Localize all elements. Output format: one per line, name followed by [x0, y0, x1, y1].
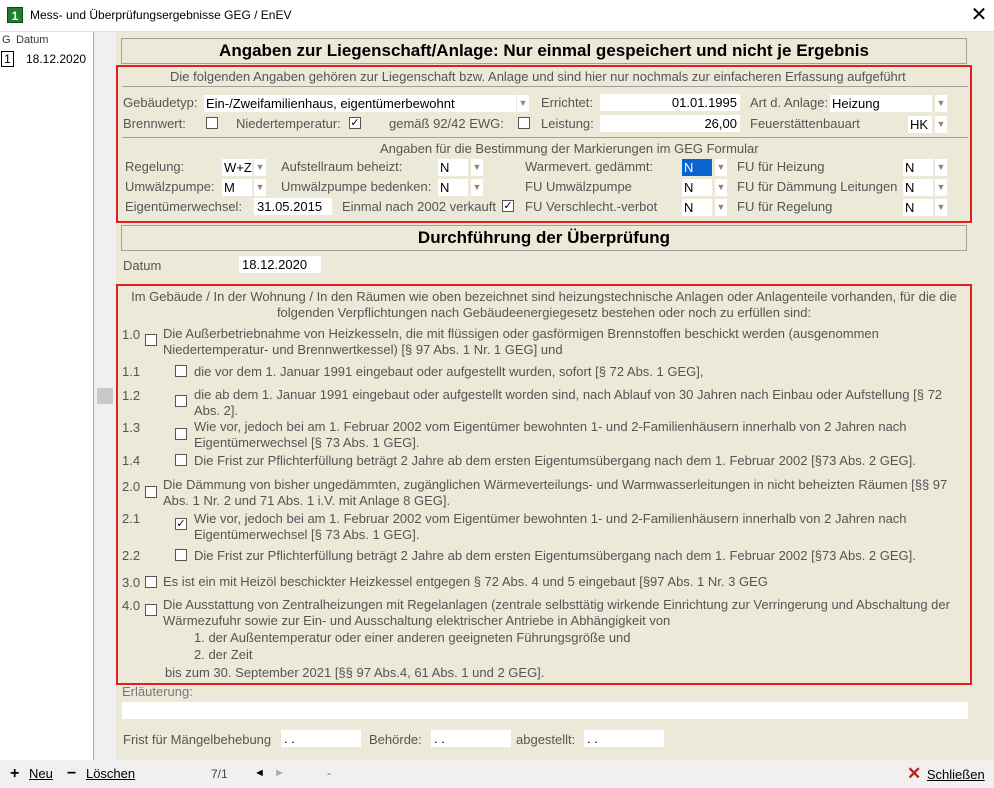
item-number: 1.0 — [122, 327, 141, 342]
record-separator: - — [327, 766, 331, 780]
frist-label: Frist für Mängelbehebung — [123, 732, 272, 747]
col-datum-header: Datum — [16, 34, 49, 46]
item-4-0-checkbox[interactable] — [145, 604, 157, 616]
chevron-down-icon[interactable]: ▼ — [254, 179, 266, 196]
item-text: Wärmezufuhr sowie zur Ein- und Ausschaltung elektrischer Antriebe in Abhängigkeit von — [163, 613, 671, 628]
section-durchfuehrung-title: Durchführung der Überprüfung — [121, 225, 967, 251]
fu-daemmung-select[interactable]: N — [903, 179, 933, 196]
datum-field[interactable]: 18.12.2020 — [239, 256, 321, 273]
aufstellraum-label: Aufstellraum beheizt: — [281, 159, 403, 174]
scrollbar-thumb[interactable] — [97, 388, 113, 404]
fu-verschlecht-select[interactable]: N — [682, 199, 712, 216]
minus-icon: − — [67, 765, 77, 782]
plus-icon: + — [10, 765, 20, 782]
item-text: Eigentümerwechsel [§ 73 Abs. 1 GEG]. — [194, 435, 420, 450]
bottom-toolbar — [0, 760, 994, 788]
chevron-down-icon[interactable]: ▼ — [935, 116, 947, 133]
item-1-1-checkbox[interactable] — [175, 365, 187, 377]
leistung-label: Leistung: — [541, 116, 594, 131]
warmevert-select[interactable]: N — [682, 159, 712, 176]
chevron-down-icon[interactable]: ▼ — [715, 199, 727, 216]
record-row-g: 1 — [1, 51, 14, 67]
gebaeudetyp-select[interactable]: Ein-/Zweifamilienhaus, eigentümerbewohnt — [204, 95, 516, 112]
umwaelzpumpe-bedenken-label: Umwälzpumpe bedenken: — [281, 179, 432, 194]
pager-count: 7/1 — [211, 767, 228, 781]
item-text: Abs. 1 Nr. 2 und 71 Abs. 1 i.V. mit Anlage 8 GEG]. — [163, 493, 451, 508]
delete-button[interactable] — [67, 765, 135, 783]
ewg-label: gemäß 92/42 EWG: — [389, 116, 504, 131]
item-1-4-checkbox[interactable] — [175, 454, 187, 466]
item-2-2-checkbox[interactable] — [175, 549, 187, 561]
fu-umwaelzpumpe-select[interactable]: N — [682, 179, 712, 196]
item-text: Wie vor, jedoch bei am 1. Februar 2002 vom Eigentümer bewohnten 1- und 2-Familienhäusern innerhalb von 2 Jahren nach — [194, 511, 907, 526]
fu-regelung-select[interactable]: N — [903, 199, 933, 216]
umwaelzpumpe-label: Umwälzpumpe: — [125, 179, 215, 194]
erlaeuterung-label: Erläuterung: — [122, 684, 193, 699]
item-text: die vor dem 1. Januar 1991 eingebaut oder aufgestellt wurden, sofort [§ 72 Abs. 1 GEG], — [194, 364, 704, 379]
verpflichtungen-intro: Im Gebäude / In der Wohnung / In den Räumen wie oben bezeichnet sind heizungstechnische Anlagen oder Anlagenteile vorhanden, für die die folgenden Verpflichtungen nach Gebäudeenergiegesetz bestehen oder noch zu erfüllen sind: — [131, 289, 957, 320]
warmevert-label: Warmevert. gedämmt: — [525, 159, 654, 174]
close-button-label: Schließen — [926, 767, 985, 782]
niedertemperatur-label: Niedertemperatur: — [236, 116, 341, 131]
record-list — [0, 32, 94, 760]
chevron-down-icon[interactable]: ▼ — [935, 95, 947, 112]
umwaelzpumpe-bedenken-select[interactable]: N — [438, 179, 468, 196]
item-text: Die Frist zur Pflichterfüllung beträgt 2 Jahre ab dem ersten Eigentumsübergang nach dem 1. Februar 2002 [§73 Abs. 2 GEG]. — [194, 453, 916, 468]
niedertemperatur-checkbox[interactable]: ✓ — [350, 117, 360, 129]
section-liegenschaft-title: Angaben zur Liegenschaft/Anlage: Nur einmal gespeichert und nicht je Ergebnis — [121, 38, 967, 64]
close-icon: ✕ — [907, 764, 922, 783]
item-number: 2.0 — [122, 479, 141, 494]
abgestellt-field[interactable]: . . — [584, 730, 664, 747]
fu-umwaelzpumpe-label: FU Umwälzpumpe — [525, 179, 632, 194]
fu-heizung-label: FU für Heizung — [737, 159, 825, 174]
chevron-down-icon[interactable]: ▼ — [254, 159, 266, 176]
item-2-1-checkbox[interactable]: ✓ — [176, 518, 186, 530]
item-number: 1.1 — [122, 364, 141, 379]
item-3-0-checkbox[interactable] — [145, 576, 157, 588]
divider — [122, 86, 968, 87]
verkauft-label: Einmal nach 2002 verkauft — [342, 199, 496, 214]
item-number: 2.2 — [122, 548, 141, 563]
aufstellraum-select[interactable]: N — [438, 159, 468, 176]
item-2-0-checkbox[interactable] — [145, 486, 157, 498]
chevron-down-icon[interactable]: ▼ — [715, 179, 727, 196]
errichtet-label: Errichtet: — [541, 95, 594, 110]
art-anlage-label: Art d. Anlage: — [750, 95, 829, 110]
chevron-down-icon[interactable]: ▼ — [517, 95, 529, 112]
abgestellt-label: abgestellt: — [516, 732, 576, 747]
item-1-2-checkbox[interactable] — [175, 395, 187, 407]
item-text: Eigentümerwechsel [§ 73 Abs. 1 GEG]. — [194, 527, 420, 542]
fu-verschlecht-label: FU Verschlecht.-verbot — [525, 199, 658, 214]
item-text: Die Ausstattung von Zentralheizungen mit Regelanlagen (zentrale selbsttätig wirkende Einrichtung zur Verringerung und Abschaltung der — [163, 597, 950, 612]
item-text: Die Dämmung von bisher ungedämmten, zugänglichen Wärmeverteilungs- und Warmwasserleitungen in nicht beheizten Räumen [§§ 97 — [163, 477, 948, 492]
errichtet-field[interactable]: 01.01.1995 — [600, 94, 740, 111]
window-title: Mess- und Überprüfungsergebnisse GEG / EnEV — [30, 8, 292, 22]
next-record-icon[interactable]: ► — [274, 767, 285, 779]
new-button[interactable] — [10, 765, 53, 783]
title-bar — [0, 0, 994, 32]
item-number: 4.0 — [122, 598, 141, 613]
item-text: Niedertemperatur- und Brennwertkessel) [§ 97 Abs. 1 Nr. 1 GEG] und — [163, 342, 563, 357]
chevron-down-icon[interactable]: ▼ — [715, 159, 727, 176]
delete-button-label: Löschen — [85, 766, 136, 781]
brennwert-label: Brennwert: — [123, 116, 186, 131]
item-number: 1.4 — [122, 453, 141, 468]
item-number: 1.3 — [122, 420, 141, 435]
record-row[interactable] — [1, 51, 91, 68]
eigentuemerwechsel-label: Eigentümerwechsel: — [125, 199, 243, 214]
leistung-field[interactable]: 26,00 — [600, 115, 740, 132]
fu-daemmung-label: FU für Dämmung Leitungen — [737, 179, 898, 194]
chevron-down-icon[interactable]: ▼ — [471, 159, 483, 176]
chevron-down-icon[interactable]: ▼ — [935, 159, 947, 176]
behoerde-label: Behörde: — [369, 732, 422, 747]
frist-field[interactable]: . . — [281, 730, 361, 747]
brennwert-checkbox[interactable] — [206, 117, 218, 129]
close-window-icon[interactable]: ✕ — [970, 4, 988, 26]
item-text: Wie vor, jedoch bei am 1. Februar 2002 vom Eigentümer bewohnten 1- und 2-Familienhäusern innerhalb von 2 Jahren nach — [194, 419, 907, 434]
feuerstaettenbauart-label: Feuerstättenbauart — [750, 116, 860, 131]
erlaeuterung-field[interactable] — [122, 702, 968, 719]
col-g-header: G — [2, 34, 11, 46]
datum-label: Datum — [123, 258, 162, 273]
item-1-3-checkbox[interactable] — [175, 428, 187, 440]
item-1-0-checkbox[interactable] — [145, 334, 157, 346]
divider — [122, 137, 968, 138]
chevron-down-icon[interactable]: ▼ — [935, 179, 947, 196]
item-number: 2.1 — [122, 511, 141, 526]
app-icon: 1 — [7, 7, 23, 23]
verkauft-checkbox[interactable]: ✓ — [503, 200, 513, 212]
prev-record-icon[interactable]: ◄ — [254, 767, 265, 779]
regelung-select[interactable]: W+Z — [224, 160, 252, 175]
item-4-sub-1: 1. der Außentemperatur oder einer anderen geeigneten Führungsgröße und — [194, 630, 631, 645]
chevron-down-icon[interactable]: ▼ — [471, 179, 483, 196]
fu-regelung-label: FU für Regelung — [737, 199, 833, 214]
ewg-checkbox[interactable] — [518, 117, 530, 129]
close-button[interactable] — [907, 764, 985, 784]
gebaeudetyp-label: Gebäudetyp: — [123, 95, 198, 110]
item-text: Abs. 2]. — [194, 403, 239, 418]
art-anlage-select[interactable]: Heizung — [830, 95, 932, 112]
liegenschaft-note: Die folgenden Angaben gehören zur Liegenschaft bzw. Anlage und sind hier nur nochmals zur einfacheren Erfassung aufgeführt — [170, 69, 906, 84]
chevron-down-icon[interactable]: ▼ — [935, 199, 947, 216]
fu-heizung-select[interactable]: N — [903, 159, 933, 176]
behoerde-field[interactable]: . . — [431, 730, 511, 747]
item-text: Die Frist zur Pflichterfüllung beträgt 2 Jahre ab dem ersten Eigentumsübergang nach dem 1. Februar 2002 [§73 Abs. 2 GEG]. — [194, 548, 916, 563]
record-row-datum: 18.12.2020 — [26, 52, 87, 66]
item-number: 3.0 — [122, 575, 141, 590]
markierungen-title: Angaben für die Bestimmung der Markierungen im GEG Formular — [380, 141, 759, 156]
eigentuemerwechsel-field[interactable]: 31.05.2015 — [254, 198, 332, 215]
item-text: Es ist ein mit Heizöl beschickter Heizkessel entgegen § 72 Abs. 4 und 5 eingebaut [§97 Abs. 1 Nr. 3 GEG — [163, 574, 768, 589]
regelung-label: Regelung: — [125, 159, 185, 174]
item-text: die ab dem 1. Januar 1991 eingebaut oder aufgestellt worden sind, nach Ablauf von 30 Jahren nach Einbau oder Aufstellung [§ 72 — [194, 387, 943, 402]
new-button-label: Neu — [28, 766, 53, 781]
umwaelzpumpe-select[interactable]: M — [222, 179, 252, 196]
item-4-sub-2: 2. der Zeit — [194, 647, 253, 662]
item-4-sub-3: bis zum 30. September 2021 [§§ 97 Abs.4, 61 Abs. 1 und 2 GEG]. — [165, 665, 545, 680]
item-number: 1.2 — [122, 388, 141, 403]
feuerstaettenbauart-select[interactable]: HK — [908, 116, 932, 133]
item-text: Die Außerbetriebnahme von Heizkesseln, die mit flüssigen oder gasförmigen Brennstoffen beschickt werden (ausgenommen — [163, 326, 879, 341]
